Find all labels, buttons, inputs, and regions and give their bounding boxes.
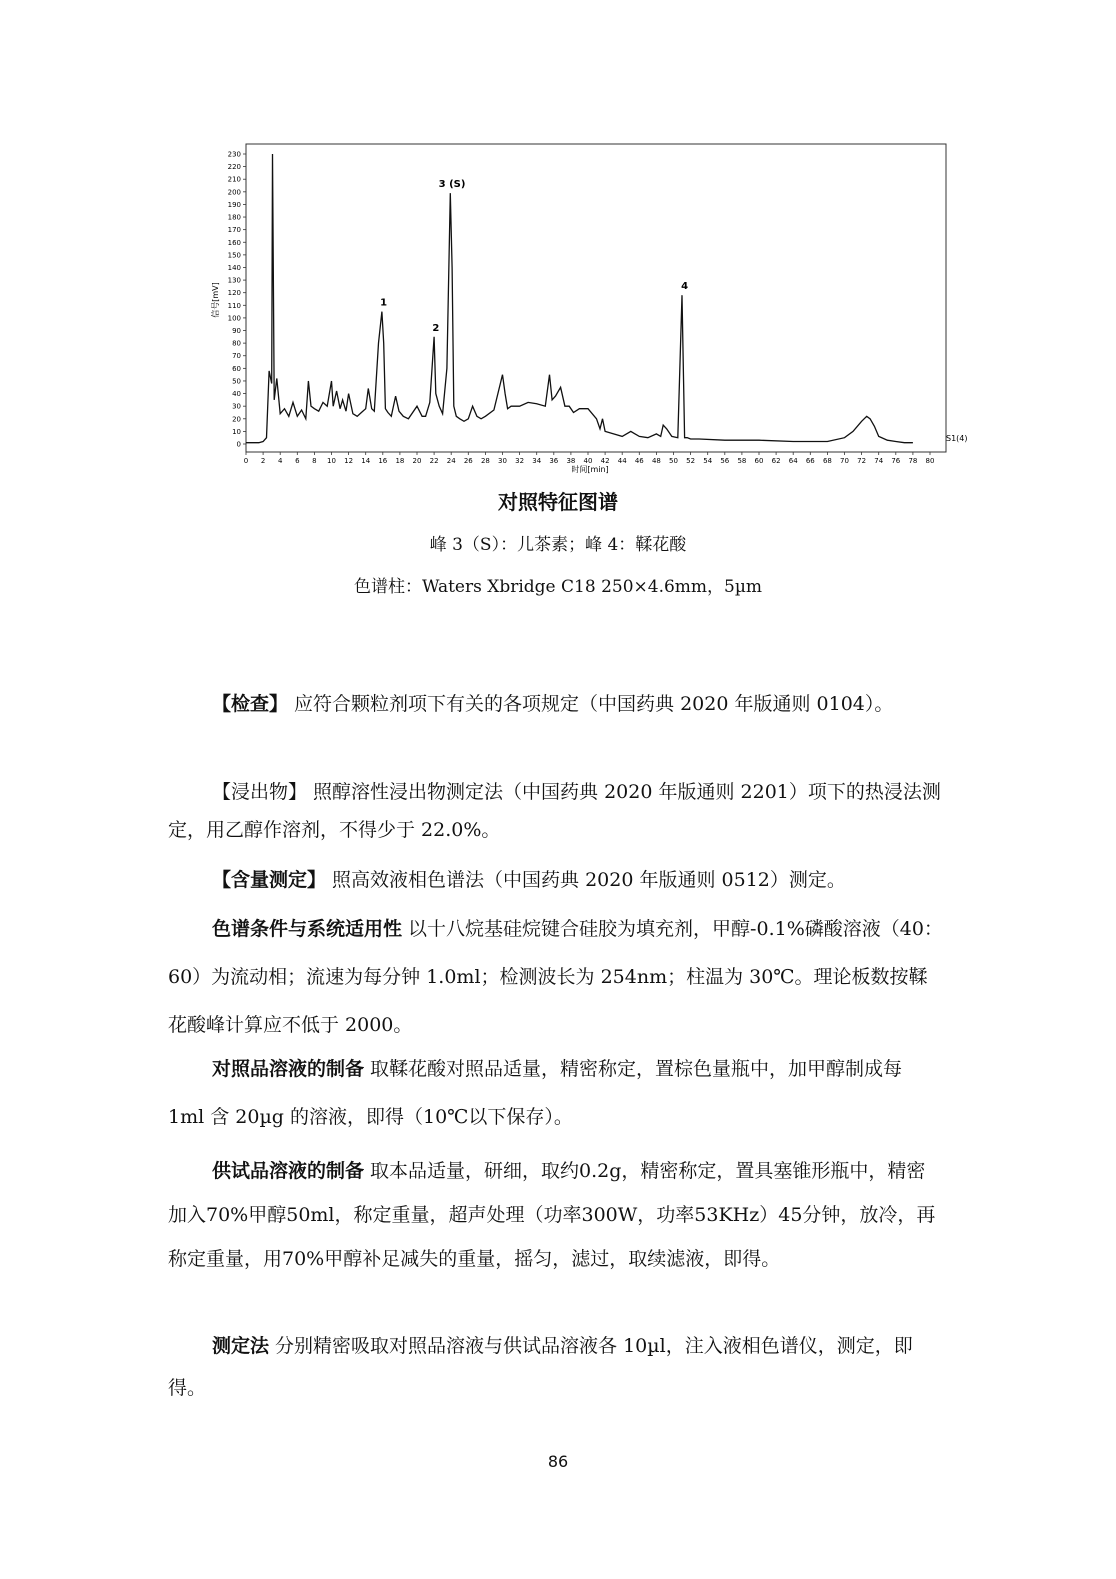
x-tick-label: 38 (566, 457, 576, 465)
x-tick-label: 16 (378, 457, 388, 465)
y-tick-label: 120 (227, 289, 241, 298)
y-tick-label: 60 (232, 364, 241, 373)
x-tick-label: 8 (312, 457, 317, 465)
x-tick-label: 28 (480, 457, 490, 465)
y-tick-label: 90 (232, 327, 241, 336)
x-tick-label: 48 (651, 457, 661, 465)
x-tick-label: 78 (908, 457, 918, 465)
x-tick-label: 68 (822, 457, 832, 465)
x-tick-label: 70 (840, 457, 849, 465)
y-tick-label: 50 (232, 377, 241, 386)
x-axis-label: 时间[min] (571, 465, 609, 474)
x-tick-label: 72 (857, 457, 867, 465)
series-label: S1(4) (946, 434, 968, 443)
x-tick-label: 36 (549, 457, 559, 465)
y-tick-label: 30 (232, 402, 241, 411)
y-tick-label: 20 (232, 415, 241, 424)
y-tick-label: 150 (227, 251, 241, 260)
chromatogram-chart (200, 140, 968, 480)
x-tick-label: 4 (277, 457, 283, 465)
figure-column-note: 色谱柱：Waters Xbridge C18 250×4.6mm，5µm (353, 577, 763, 597)
x-tick-label: 30 (498, 457, 507, 465)
y-tick-label: 100 (227, 314, 241, 323)
y-axis-label: 信号[mV] (211, 282, 220, 318)
y-tick-label: 40 (232, 390, 241, 399)
x-tick-label: 46 (634, 457, 644, 465)
x-tick-label: 64 (788, 457, 798, 465)
x-tick-label: 0 (243, 457, 249, 465)
para-conditions: 色谱条件与系统适用性 以十八烷基硅烷键合硅胶为填充剂，甲醇-0.1%磷酸溶液（40：60）为流动相；流速为每分钟 1.0ml；检测波长为 254nm；柱温为 30℃。理论板数按鞣花酸峰计算应不低于 2000。 (168, 918, 943, 1036)
x-tick-label: 44 (617, 457, 627, 465)
x-tick-label: 74 (874, 457, 884, 465)
peak-label: 2 (432, 322, 440, 334)
x-tick-label: 50 (669, 457, 678, 465)
peak-label: 1 (380, 297, 388, 309)
x-tick-label: 80 (925, 457, 935, 465)
x-tick-label: 34 (532, 457, 542, 465)
y-tick-label: 210 (227, 175, 241, 184)
para-assay: 【含量测定】 照高效液相色谱法（中国药典 2020 年版通则 0512）测定。 (212, 869, 846, 891)
y-tick-label: 80 (232, 339, 241, 348)
x-tick-label: 76 (891, 457, 901, 465)
y-tick-label: 220 (227, 163, 241, 172)
x-tick-label: 42 (600, 457, 610, 465)
x-tick-label: 56 (720, 457, 730, 465)
y-tick-label: 130 (227, 276, 241, 285)
x-tick-label: 20 (412, 457, 422, 465)
y-tick-label: 160 (227, 238, 241, 247)
peak-label: 4 (681, 281, 689, 293)
page-number: 86 (547, 1452, 569, 1471)
x-tick-label: 2 (260, 457, 266, 465)
para-inspection: 【检查】 应符合颗粒剂项下有关的各项规定（中国药典 2020 年版通则 0104）。 (212, 693, 894, 715)
x-tick-label: 40 (583, 457, 593, 465)
y-tick-label: 180 (227, 213, 241, 222)
y-tick-label: 10 (232, 427, 241, 436)
x-tick-label: 60 (754, 457, 764, 465)
x-tick-label: 12 (344, 457, 354, 465)
figure-peak-note: 峰 3（S）：儿茶素；峰 4：鞣花酸 (429, 535, 687, 555)
x-tick-label: 52 (686, 457, 696, 465)
para-sample-prep: 供试品溶液的制备 取本品适量，研细，取约0.2g，精密称定，置具塞锥形瓶中，精密加入70%甲醇50ml，称定重量，超声处理（功率300W，功率53KHz）45分钟，放冷，再称定重量，用70%甲醇补足减失的重量，摇匀，滤过，取续滤液，即得。 (168, 1160, 936, 1270)
x-tick-label: 6 (295, 457, 300, 465)
y-tick-label: 190 (227, 200, 241, 209)
x-tick-label: 54 (703, 457, 713, 465)
x-tick-label: 24 (446, 457, 456, 465)
x-tick-label: 58 (737, 457, 747, 465)
para-method: 测定法 分别精密吸取对照品溶液与供试品溶液各 10µl，注入液相色谱仪，测定，即得。 (168, 1335, 913, 1399)
y-tick-label: 70 (232, 352, 241, 361)
y-tick-label: 200 (227, 188, 241, 197)
y-tick-label: 170 (227, 226, 241, 235)
x-tick-label: 66 (805, 457, 815, 465)
y-tick-label: 110 (227, 301, 241, 310)
para-extract: 【浸出物】 照醇溶性浸出物测定法（中国药典 2020 年版通则 2201）项下的热浸法测定，用乙醇作溶剂，不得少于 22.0%。 (168, 781, 941, 841)
y-tick-label: 0 (236, 440, 241, 449)
x-tick-label: 22 (429, 457, 439, 465)
y-tick-label: 230 (227, 150, 241, 159)
peak-label: 3 (S) (438, 179, 466, 191)
x-tick-label: 14 (361, 457, 371, 465)
x-tick-label: 10 (327, 457, 336, 465)
para-reference-prep: 对照品溶液的制备 取鞣花酸对照品适量，精密称定，置棕色量瓶中，加甲醇制成每 1ml 含 20µg 的溶液，即得（10℃以下保存）。 (168, 1058, 903, 1128)
x-tick-label: 62 (771, 457, 781, 465)
chromatogram-trace (246, 154, 913, 443)
x-tick-label: 18 (395, 457, 405, 465)
x-tick-label: 26 (463, 457, 473, 465)
x-tick-label: 32 (515, 457, 525, 465)
y-tick-label: 140 (227, 263, 241, 272)
figure-title: 对照特征图谱 (498, 490, 618, 514)
